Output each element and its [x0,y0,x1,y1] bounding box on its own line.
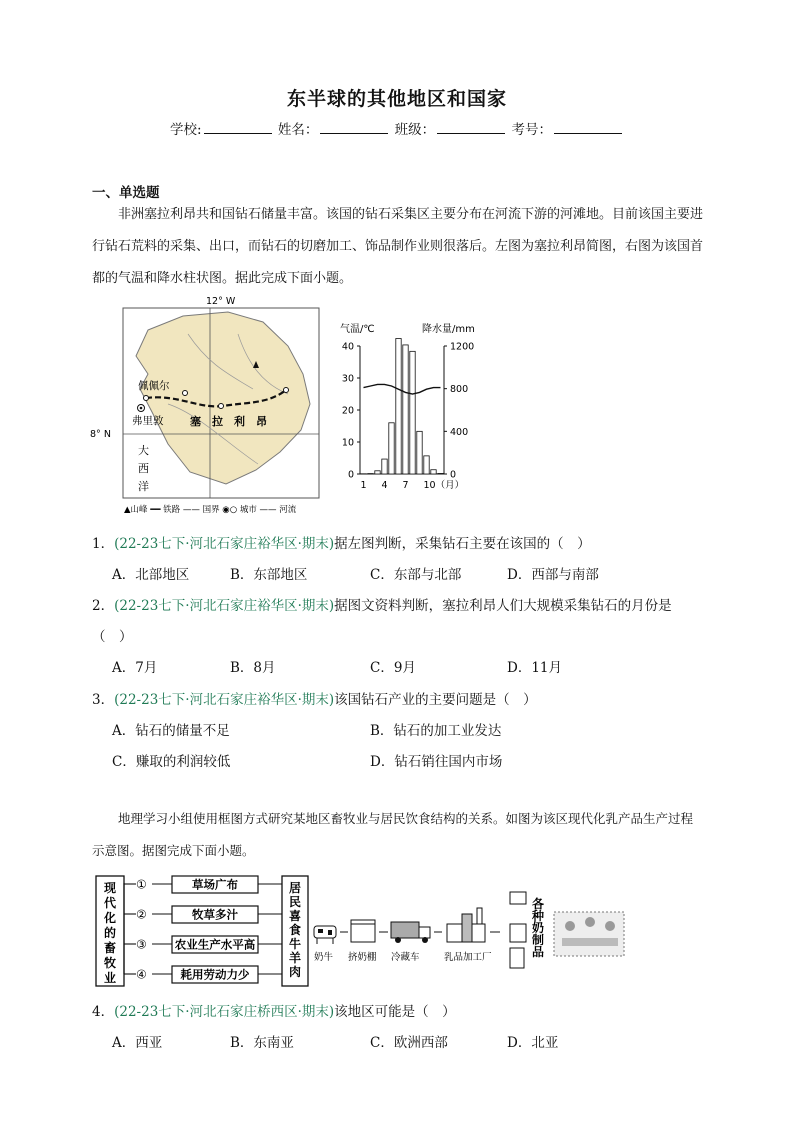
q2-option-a[interactable]: A．7月 [112,660,158,676]
country-label: 塞 拉 利 昂 [190,415,267,428]
temp-tick-label: 10 [341,437,354,449]
school-blank[interactable] [204,121,272,134]
vertical-char: 制 [531,933,545,947]
city-marker [183,391,188,396]
q4-option-d[interactable]: D．北亚 [507,1035,559,1051]
vertical-char: 种 [531,909,545,923]
q2-option-b[interactable]: B．8月 [230,660,276,676]
dairy-flow-diagram [92,868,632,990]
precip-bar [403,345,408,474]
name-label: 姓名： [277,122,319,138]
question-number: 1． [92,536,115,552]
temp-axis-title: 气温/℃ [340,324,375,335]
temp-tick-label: 0 [347,469,354,481]
q1-option-a[interactable]: A．北部地区 [112,567,190,583]
item-label: 草场广布 [192,877,238,892]
section-heading: 一、单选题 [92,185,160,201]
question-2-blank: （ ） [92,629,133,645]
question-text: 该国钻石产业的主要问题是（ ） [334,692,537,708]
vertical-char: 化 [103,911,117,925]
q4-option-a[interactable]: A．西亚 [112,1035,163,1051]
precip-bar [431,470,436,474]
month-tick-label: 1 [360,480,367,491]
q1-option-b[interactable]: B．东部地区 [230,567,308,583]
vertical-char: 肉 [288,965,302,979]
vertical-char: 奶 [531,921,545,935]
class-blank[interactable] [437,121,505,134]
ocean-label-2: 西 [138,462,149,475]
q4-option-b[interactable]: B．东南亚 [230,1035,294,1051]
vertical-char: 的 [103,926,117,940]
chain-label-cow: 奶牛 [314,952,334,963]
refrigerated-truck-icon [391,922,430,943]
q3-option-d[interactable]: D．钻石销往国内市场 [370,754,503,770]
q1-option-d[interactable]: D．西部与南部 [507,567,599,583]
city-marker [219,404,224,409]
precip-bar [382,459,387,474]
vertical-char: 民 [288,895,302,909]
climate-chart [338,318,490,498]
precip-bar [375,471,380,474]
ocean-label-3: 洋 [138,480,149,493]
dining-people-icon [554,912,624,956]
chain-label-factory: 乳品加工厂 [444,952,492,963]
month-tick-label: 4 [381,480,388,491]
left-box-label [103,880,117,985]
question-text: 据图文资料判断，塞拉利昂人们大规模采集钻石的月份是 [334,598,672,614]
precip-tick-label: 1200 [450,341,475,353]
precip-bar [424,456,429,474]
vertical-char: 食 [288,923,302,937]
ocean-label-1: 大 [138,444,149,457]
question-number: 3． [92,692,115,708]
precip-bar [389,423,394,474]
q3-option-b[interactable]: B．钻石的加工业发达 [370,723,502,739]
question-text: 据左图判断，采集钻石主要在该国的（ ） [334,536,591,552]
school-label: 学校: [170,122,202,138]
vertical-char: 业 [103,971,117,985]
question-1 [92,532,591,552]
passage-1: 非洲塞拉利昂共和国钻石储量丰富。该国的钻石采集区主要分布在河流下游的河滩地。目前该国主要进行钻石荒料的采集、出口，而钻石的切磨加工、饰品制作业则很落后。左图为塞拉利昂简图，右图为该国首都的气温和降水柱状图。据此完成下面小题。 [92,207,704,286]
name-blank[interactable] [320,121,388,134]
city-label-freetown: 弗里敦 [132,415,164,427]
question-4 [92,1000,456,1020]
longitude-label: 12° W [206,296,236,307]
vertical-char: 品 [531,945,545,959]
question-source-tag[interactable]: (22-23七下·河北石家庄裕华区·期末) [114,536,335,552]
question-number: 2． [92,598,115,614]
precip-tick-label: 0 [450,469,457,481]
vertical-char: 牧 [103,956,117,970]
question-source-tag[interactable]: (22-23七下·河北石家庄桥西区·期末) [114,1004,335,1020]
precip-bar [417,431,422,474]
chain-label-truck: 冷藏车 [391,952,420,963]
vertical-char: 羊 [288,951,302,965]
item-label: 牧草多汁 [192,907,238,922]
city-marker [284,388,289,393]
vertical-char: 代 [103,896,117,910]
q1-option-c[interactable]: C．东部与北部 [370,567,462,583]
item-number: ② [136,907,147,922]
question-number: 4． [92,1004,115,1020]
latitude-label: 8° N [90,429,111,440]
class-label: 班级： [394,122,436,138]
month-tick-label: 7 [402,480,409,491]
dairy-products-icon [510,892,526,968]
q2-option-c[interactable]: C．9月 [370,660,416,676]
question-source-tag[interactable]: (22-23七下·河北石家庄裕华区·期末) [114,692,335,708]
page-title: 东半球的其他地区和国家 [286,88,507,110]
vertical-char: 牛 [288,937,302,951]
milking-shed-icon [351,920,375,942]
chain-label-shed: 挤奶棚 [348,952,377,963]
vertical-char: 畜 [103,941,117,955]
capital-dot [140,407,143,410]
products-label [531,896,545,959]
temp-tick-label: 20 [341,405,354,417]
temp-tick-label: 40 [341,341,354,353]
vertical-char: 喜 [288,909,302,923]
q2-option-d[interactable]: D．11月 [507,660,563,676]
student-info-line [0,118,794,138]
precip-bar [396,339,401,474]
cow-icon [314,926,336,944]
question-2 [92,594,672,614]
exam-no-blank[interactable] [554,121,622,134]
right-box-label [289,880,301,979]
question-text: 该地区可能是（ ） [334,1004,456,1020]
month-tick-label: 10（月） [423,480,465,491]
q3-option-a[interactable]: A．钻石的储量不足 [112,723,230,739]
item-number: ④ [136,967,147,982]
precip-tick-label: 800 [450,384,469,396]
temperature-line [364,384,441,394]
dairy-factory-icon [447,908,485,942]
exam-no-label: 考号： [511,122,552,138]
precip-tick-label: 400 [450,426,469,438]
passage-2: 地理学习小组使用框图方式研究某地区畜牧业与居民饮食结构的关系。如图为该区现代化乳产品生产过程示意图。据图完成下面小题。 [92,811,694,858]
item-label: 农业生产水平高 [174,937,256,952]
precip-bar [410,351,415,474]
q3-option-c[interactable]: C．赚取的利润较低 [112,754,231,770]
vertical-char: 各 [531,897,545,911]
vertical-char: 现 [103,881,117,895]
city-label-pepel: 佩佩尔 [138,380,170,392]
map-legend: ▲山峰 ━━ 铁路 —— 国界 ◉○ 城市 —— 河流 [124,505,297,515]
city-marker-pepel [144,396,149,401]
question-3 [92,688,537,708]
vertical-char: 居 [288,881,302,895]
question-source-tag[interactable]: (22-23七下·河北石家庄裕华区·期末) [114,598,335,614]
q4-option-c[interactable]: C．欧洲西部 [370,1035,448,1051]
item-label: 耗用劳动力少 [180,967,250,982]
item-number: ③ [136,937,147,952]
temp-tick-label: 30 [341,373,354,385]
sierra-leone-map [88,294,328,518]
precip-axis-title: 降水量/mm [422,324,475,335]
item-number: ① [136,877,147,892]
precip-bar [438,473,443,474]
